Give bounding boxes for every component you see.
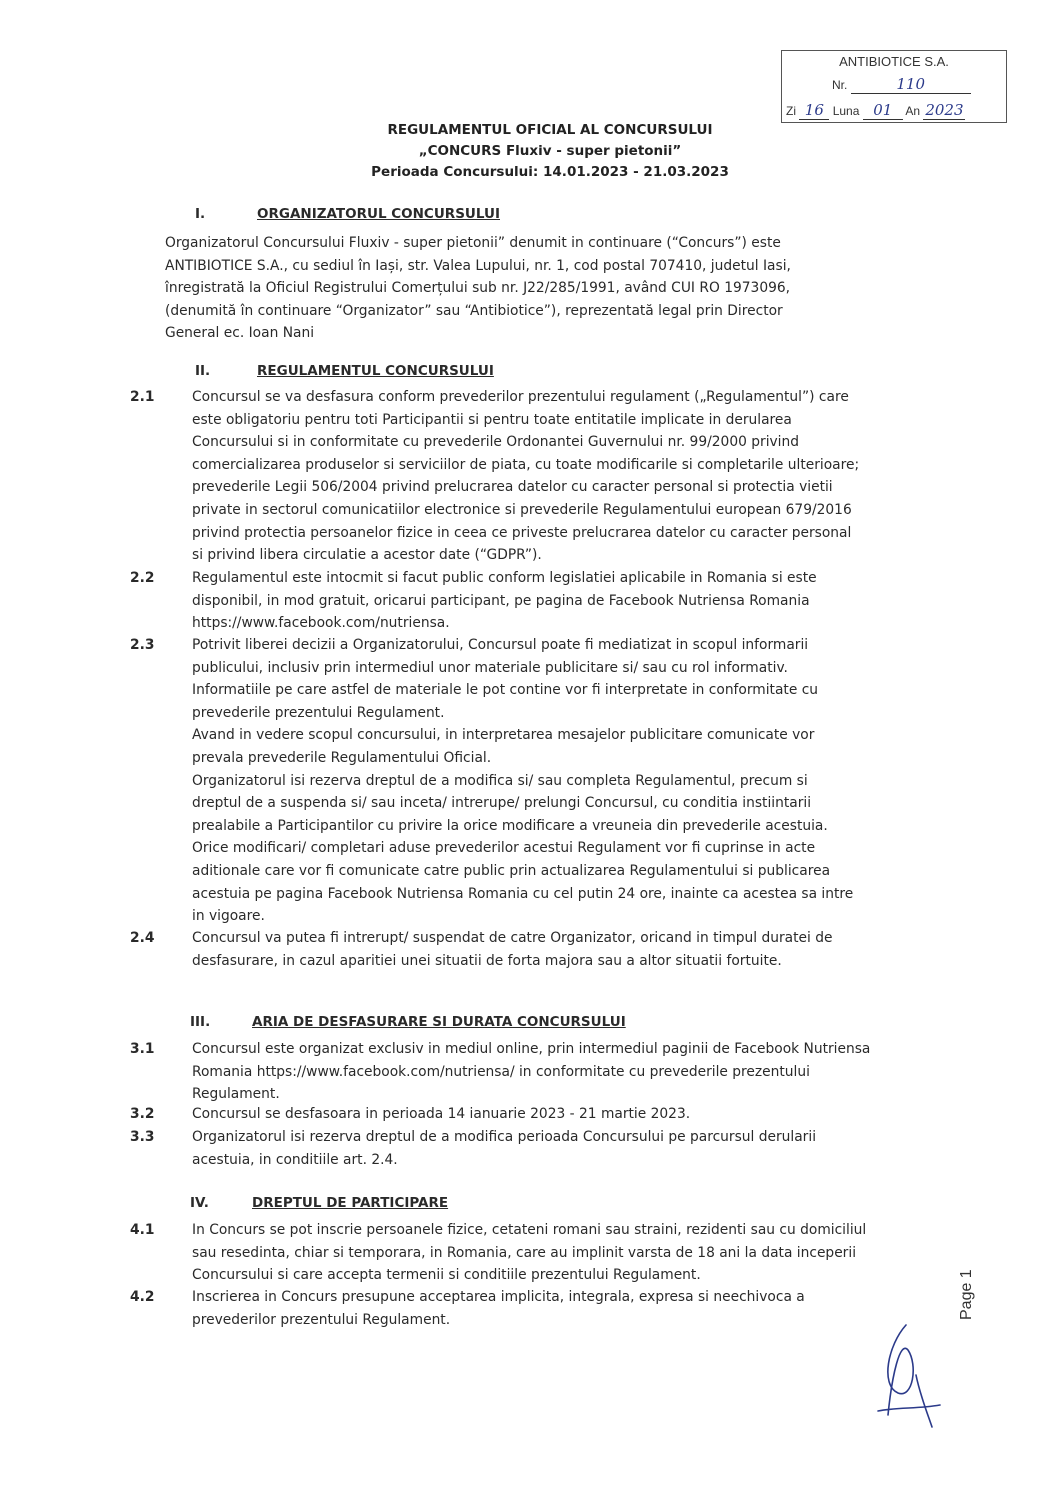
text-line: este obligatoriu pentru toti Participantii si pentru toate entitatile implicate in derularea [192,411,792,428]
clause-number: 3.2 [130,1106,155,1122]
text-line: prevederile prezentului Regulament. [192,704,445,721]
stamp-luna-value: 01 [873,101,893,119]
text-line: înregistrată la Oficiul Registrului Comerțului sub nr. J22/285/1991, având CUI RO 1973096, [165,280,791,297]
stamp-zi-label: Zi [786,104,796,118]
text-line: Concursul se va desfasura conform prevederilor prezentului regulament („Regulamentul”) care [192,389,849,405]
text-line: dreptul de a suspenda si/ sau inceta/ intrerupe/ prelungi Concursul, cu conditia instiintarii [192,795,812,812]
text-line: comercializarea produselor si serviciilor de piata, cu toate modificarile si completarile ulterioare; [192,456,860,473]
text-line: Potrivit liberei decizii a Organizatorului, Concursul poate fi mediatizat in scopul informarii [192,637,809,653]
section-3-title: ARIA DE DESFASURARE SI DURATA CONCURSULUI [252,1014,626,1030]
section-3-number: III. [190,1014,211,1030]
title-line-1: REGULAMENTUL OFICIAL AL CONCURSULUI [387,122,713,138]
clause-text [192,1219,920,1287]
text-line: Organizatorul Concursului Fluxiv - super pietonii” denumit in continuare (“Concurs”) este [165,235,781,251]
clause-text [192,634,920,928]
stamp-luna-label: Luna [832,104,860,118]
clause-number: 2.2 [130,570,155,586]
text-line: in vigoare. [192,908,265,925]
text-line: acestuia pe pagina Facebook Nutriensa Romania cu cel putin 24 ore, inainte ca acestea sa intre [192,885,854,902]
stamp-zi-value: 16 [804,101,824,119]
clause-number: 4.1 [130,1222,155,1238]
stamp-nr-label: Nr. [832,78,848,92]
text-line: Organizatorul isi rezerva dreptul de a modifica si/ sau completa Regulamentul, precum si [192,772,808,789]
text-line: aditionale care vor fi comunicate catre public prin actualizarea Regulamentului si publicarea [192,862,831,879]
clause-number: 2.4 [130,930,155,946]
text-line: General ec. Ioan Nani [165,325,315,342]
stamp-nr-value: 110 [896,75,925,93]
section-4-number: IV. [190,1195,209,1211]
text-line: prevala prevederile Regulamentului Oficial. [192,749,492,766]
section-4-heading [190,1195,448,1211]
text-line: Regulament. [192,1086,280,1103]
text-line: desfasurare, in cazul aparitiei unei situatii de forta majora sau a altor situatii fortuite. [192,952,782,969]
stamp-an-value: 2023 [925,101,964,119]
clause-text [192,1126,920,1171]
section-2-heading [195,363,494,379]
stamp-nr-line [832,75,971,94]
text-line: prevederile Legii 506/2004 privind prelucrarea datelor cu caracter personal si protectia vietii [192,479,833,496]
page-number-label [958,1269,1008,1360]
clause-text [192,927,920,972]
clause-text [192,1038,920,1106]
text-line: sau resedinta, chiar si temporara, in Romania, care au implinit varsta de 18 ani la data inceperii [192,1244,857,1261]
text-line: acestuia, in conditiile art. 2.4. [192,1151,398,1168]
text-line: Concursul este organizat exclusiv in mediul online, prin intermediul paginii de Facebook Nutriensa [192,1041,871,1057]
text-line: publicului, inclusiv prin intermediul unor materiale publicitare si/ sau cu rol informativ. [192,659,788,676]
title-line-3: Perioada Concursului: 14.01.2023 - 21.03.2023 [371,164,729,180]
signature-icon [858,1315,948,1435]
text-line: In Concurs se pot inscrie persoanele fizice, cetateni romani sau straini, rezidenti sau cu domiciliul [192,1222,867,1238]
clause-number: 2.1 [130,389,155,405]
section-1-paragraph [165,232,857,345]
section-3-heading [190,1014,626,1030]
text-line: https://www.facebook.com/nutriensa. [192,615,450,632]
document-title [250,120,850,183]
clause-number: 4.2 [130,1289,155,1305]
stamp-date-line [786,101,965,120]
text-line: si privind libera circulatie a acestor date (“GDPR”). [192,547,542,564]
section-4-title: DREPTUL DE PARTICIPARE [252,1195,449,1211]
stamp-an-label: An [905,104,921,118]
section-2-title: REGULAMENTUL CONCURSULUI [257,363,494,379]
text-line: prealabile a Participantilor cu privire la orice modificare a vreuneia din prevederile acestuia. [192,817,828,834]
section-1-heading [195,206,500,222]
text-line: Concursul va putea fi intrerupt/ suspendat de catre Organizator, oricand in timpul duratei de [192,930,833,946]
section-1-title: ORGANIZATORUL CONCURSULUI [257,206,500,222]
clause-number: 2.3 [130,637,155,653]
text-line: ANTIBIOTICE S.A., cu sediul în Iași, str. Valea Lupului, nr. 1, cod postal 707410, judetul Iasi, [165,257,791,274]
text-line: Avand in vedere scopul concursului, in interpretarea mesajelor publicitare comunicate vor [192,727,815,744]
text-line: Orice modificari/ completari aduse prevederilor acestui Regulament vor fi cuprinse in acte [192,840,816,857]
text-line: privind protectia persoanelor fizice in ceea ce priveste prelucrarea datelor cu caracter personal [192,524,852,541]
stamp-company: ANTIBIOTICE S.A. [839,54,949,69]
text-line: Concursului si in conformitate cu prevederile Ordonantei Guvernului nr. 99/2000 privind [192,434,800,451]
section-1-number: I. [195,206,206,222]
text-line: Concursul se desfasoara in perioada 14 ianuarie 2023 - 21 martie 2023. [192,1106,691,1122]
clause-text [192,1286,920,1331]
clause-text [192,386,920,567]
text-line: Regulamentul este intocmit si facut public conform legislatiei aplicabile in Romania si este [192,570,817,586]
text-line: Inscrierea in Concurs presupune acceptarea implicita, integrala, expresa si neechivoca a [192,1289,805,1305]
text-line: private in sectorul comunicatiilor electronice si prevederile Regulamentului european 679/2016 [192,501,852,518]
text-line: prevederilor prezentului Regulament. [192,1311,451,1328]
registration-stamp [781,50,1007,123]
text-line: (denumită în continuare “Organizator” sau “Antibiotice”), reprezentată legal prin Director [165,302,783,319]
text-line: Concursului si care accepta termenii si conditiile prezentului Regulament. [192,1267,701,1284]
clause-text [192,1103,920,1126]
clause-text [192,567,920,635]
page-number-text: Page 1 [958,1269,975,1320]
clause-number: 3.1 [130,1041,155,1057]
section-2-number: II. [195,363,211,379]
text-line: disponibil, in mod gratuit, oricarui participant, pe pagina de Facebook Nutriensa Romania [192,592,810,609]
text-line: Informatiile pe care astfel de materiale le pot contine vor fi interpretate in conformitate cu [192,682,819,699]
text-line: Romania https://www.facebook.com/nutriensa/ in conformitate cu prevederile prezentului [192,1063,810,1080]
clause-number: 3.3 [130,1129,155,1145]
text-line: Organizatorul isi rezerva dreptul de a modifica perioada Concursului pe parcursul derularii [192,1129,817,1145]
title-line-2: „CONCURS Fluxiv - super pietonii” [418,143,682,159]
